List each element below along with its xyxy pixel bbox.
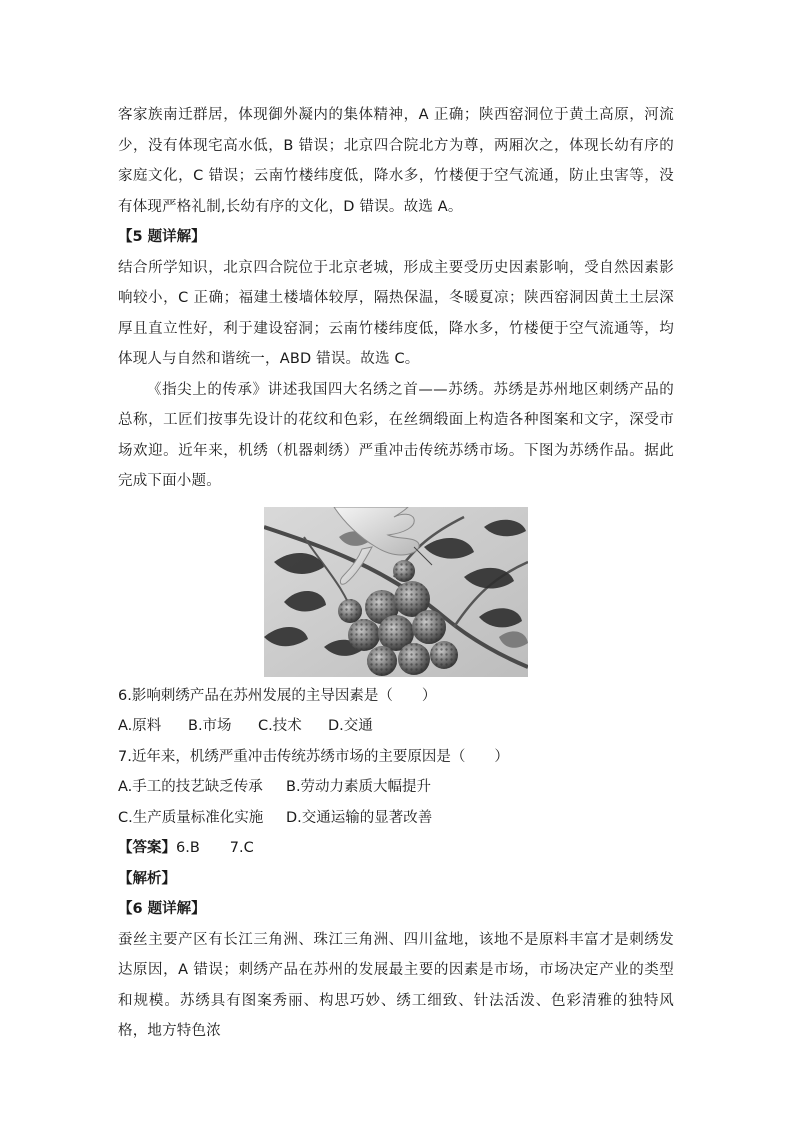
heading-q5-detail: 【5 题详解】	[118, 229, 206, 245]
question-7-stem: 7.近年来，机绣严重冲击传统苏绣市场的主要原因是（ ）	[118, 748, 509, 765]
question-6-stem: 6.影响刺绣产品在苏州发展的主导因素是（ ）	[118, 687, 437, 704]
page-content	[118, 100, 674, 1047]
answer-line	[118, 833, 674, 864]
heading-q6-detail: 【6 题详解】	[118, 901, 206, 917]
option-q6-b: B.市场	[188, 718, 232, 734]
option-q7-d: D.交通运输的显著改善	[286, 809, 433, 826]
option-q7-a: A.手工的技艺缺乏传承	[118, 779, 263, 795]
question-7-options-row2	[118, 803, 674, 834]
analysis-label: 【解析】	[118, 870, 176, 887]
option-q7-b: B.劳动力素质大幅提升	[286, 779, 432, 795]
answer-q7: 7.C	[229, 840, 254, 856]
paragraph-suxiu-intro: 《指尖上的传承》讲述我国四大名绣之首——苏绣。苏绣是苏州地区刺绣产品的总称，工匠们按事先设计的花纹和色彩，在丝绸缎面上构造各种图案和文字，深受市场欢迎。近年来，机绣（机器刺绣）严重冲击传统苏绣市场。下图为苏绣作品。据此完成下面小题。	[118, 381, 674, 489]
paragraph-q6-explanation: 蚕丝主要产区有长江三角洲、珠江三角洲、四川盆地，该地不是原料丰富才是刺绣发达原因，A 错误；刺绣产品在苏州的发展最主要的因素是市场，市场决定产业的类型和规模。苏绣具有图案秀丽、构思巧妙、绣工细致、针法活泼、色彩清雅的独特风格，地方特色浓	[118, 931, 674, 1039]
option-q6-d: D.交通	[328, 718, 373, 734]
paragraph-q5-explanation: 结合所学知识，北京四合院位于北京老城，形成主要受历史因素影响，受自然因素影响较小，C 正确；福建土楼墙体较厚，隔热保温，冬暖夏凉；陕西窑洞因黄土土层深厚且直立性好，利于建设窑洞；云南竹楼纬度低，降水多，竹楼便于空气流通等，均体现人与自然和谐统一，ABD 错误。故选 C。	[118, 259, 674, 367]
option-q7-c: C.生产质量标准化实施	[118, 809, 264, 826]
question-6-options	[118, 711, 674, 742]
answer-label: 【答案】	[118, 840, 176, 856]
figure-container	[118, 507, 674, 677]
paragraph-prev-explanation: 客家族南迁群居，体现御外凝内的集体精神，A 正确；陕西窑洞位于黄土高原，河流少，没有体现宅高水低，B 错误；北京四合院北方为尊，两厢次之，体现长幼有序的家庭文化，C 错误；云南竹楼纬度低，降水多，竹楼便于空气流通，防止虫害等，没有体现严格礼制,长幼有序的文化，D 错误。故选 A。	[118, 107, 674, 215]
answer-q6: 6.B	[176, 840, 200, 856]
option-q6-a: A.原料	[118, 718, 162, 734]
question-7-options-row1	[118, 772, 674, 803]
option-q6-c: C.技术	[258, 718, 302, 734]
lychee-embroidery-image	[264, 507, 528, 677]
